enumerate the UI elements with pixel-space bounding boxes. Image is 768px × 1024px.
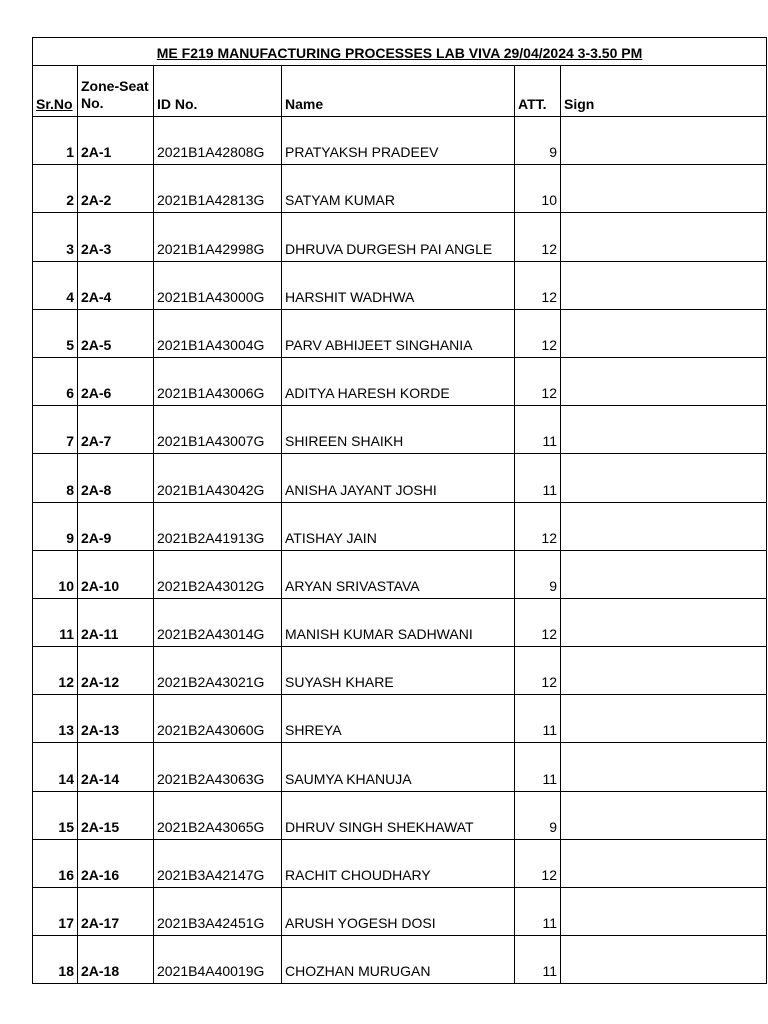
table-row xyxy=(33,550,767,598)
row-zone-seat: 2A-16 xyxy=(78,839,154,887)
row-zone-seat: 2A-1 xyxy=(78,117,154,165)
row-sr-no: 2 xyxy=(33,165,78,213)
row-att: 12 xyxy=(515,261,561,309)
header-id-no: ID No. xyxy=(154,66,282,117)
row-sign[interactable] xyxy=(561,695,767,743)
row-sign[interactable] xyxy=(561,791,767,839)
row-att: 12 xyxy=(515,357,561,405)
row-att: 11 xyxy=(515,454,561,502)
row-sign[interactable] xyxy=(561,357,767,405)
row-name: SUYASH KHARE xyxy=(282,647,515,695)
row-id-no: 2021B3A42147G xyxy=(154,839,282,887)
table-row xyxy=(33,791,767,839)
table-row xyxy=(33,357,767,405)
row-id-no: 2021B2A43063G xyxy=(154,743,282,791)
row-sign[interactable] xyxy=(561,165,767,213)
table-row xyxy=(33,647,767,695)
row-name: SAUMYA KHANUJA xyxy=(282,743,515,791)
row-att: 11 xyxy=(515,936,561,984)
row-sr-no: 10 xyxy=(33,550,78,598)
row-id-no: 2021B3A42451G xyxy=(154,888,282,936)
table-row xyxy=(33,165,767,213)
table-row xyxy=(33,936,767,984)
header-zone-line2: No. xyxy=(81,95,104,111)
row-zone-seat: 2A-10 xyxy=(78,550,154,598)
row-sign[interactable] xyxy=(561,406,767,454)
row-sign[interactable] xyxy=(561,261,767,309)
row-att: 12 xyxy=(515,213,561,261)
row-id-no: 2021B2A43014G xyxy=(154,598,282,646)
row-att: 12 xyxy=(515,502,561,550)
title-row xyxy=(33,38,767,66)
row-zone-seat: 2A-11 xyxy=(78,598,154,646)
row-att: 11 xyxy=(515,695,561,743)
row-att: 12 xyxy=(515,309,561,357)
row-sr-no: 4 xyxy=(33,261,78,309)
row-zone-seat: 2A-8 xyxy=(78,454,154,502)
row-name: SATYAM KUMAR xyxy=(282,165,515,213)
header-sign: Sign xyxy=(561,66,767,117)
row-id-no: 2021B1A42998G xyxy=(154,213,282,261)
row-zone-seat: 2A-17 xyxy=(78,888,154,936)
row-name: SHIREEN SHAIKH xyxy=(282,406,515,454)
row-zone-seat: 2A-5 xyxy=(78,309,154,357)
row-name: PRATYAKSH PRADEEV xyxy=(282,117,515,165)
sheet-title: ME F219 MANUFACTURING PROCESSES LAB VIVA 29/04/2024 3-3.50 PM xyxy=(33,38,767,66)
header-att: ATT. xyxy=(515,66,561,117)
table-row xyxy=(33,454,767,502)
row-name: ANISHA JAYANT JOSHI xyxy=(282,454,515,502)
row-sign[interactable] xyxy=(561,839,767,887)
row-id-no: 2021B1A43000G xyxy=(154,261,282,309)
row-att: 11 xyxy=(515,743,561,791)
row-sign[interactable] xyxy=(561,743,767,791)
row-zone-seat: 2A-4 xyxy=(78,261,154,309)
table-row xyxy=(33,213,767,261)
row-id-no: 2021B1A43004G xyxy=(154,309,282,357)
row-zone-seat: 2A-13 xyxy=(78,695,154,743)
row-sr-no: 1 xyxy=(33,117,78,165)
row-id-no: 2021B2A43021G xyxy=(154,647,282,695)
row-zone-seat: 2A-18 xyxy=(78,936,154,984)
row-sign[interactable] xyxy=(561,598,767,646)
row-id-no: 2021B2A43065G xyxy=(154,791,282,839)
row-id-no: 2021B1A43042G xyxy=(154,454,282,502)
row-sr-no: 5 xyxy=(33,309,78,357)
row-att: 12 xyxy=(515,839,561,887)
row-name: MANISH KUMAR SADHWANI xyxy=(282,598,515,646)
row-sign[interactable] xyxy=(561,213,767,261)
row-name: PARV ABHIJEET SINGHANIA xyxy=(282,309,515,357)
row-sign[interactable] xyxy=(561,647,767,695)
row-sign[interactable] xyxy=(561,936,767,984)
row-att: 9 xyxy=(515,550,561,598)
row-sr-no: 11 xyxy=(33,598,78,646)
row-sign[interactable] xyxy=(561,309,767,357)
row-sr-no: 8 xyxy=(33,454,78,502)
row-zone-seat: 2A-6 xyxy=(78,357,154,405)
table-row xyxy=(33,406,767,454)
row-zone-seat: 2A-12 xyxy=(78,647,154,695)
row-id-no: 2021B2A41913G xyxy=(154,502,282,550)
row-name: DHRUVA DURGESH PAI ANGLE xyxy=(282,213,515,261)
table-row xyxy=(33,117,767,165)
row-zone-seat: 2A-15 xyxy=(78,791,154,839)
row-id-no: 2021B1A42813G xyxy=(154,165,282,213)
table-row xyxy=(33,743,767,791)
row-name: ATISHAY JAIN xyxy=(282,502,515,550)
row-id-no: 2021B2A43060G xyxy=(154,695,282,743)
row-sr-no: 3 xyxy=(33,213,78,261)
row-sr-no: 14 xyxy=(33,743,78,791)
row-att: 9 xyxy=(515,791,561,839)
row-sr-no: 12 xyxy=(33,647,78,695)
attendance-sheet xyxy=(32,37,767,984)
row-sr-no: 17 xyxy=(33,888,78,936)
row-sr-no: 6 xyxy=(33,357,78,405)
row-sr-no: 15 xyxy=(33,791,78,839)
row-name: HARSHIT WADHWA xyxy=(282,261,515,309)
row-sr-no: 9 xyxy=(33,502,78,550)
row-name: CHOZHAN MURUGAN xyxy=(282,936,515,984)
row-att: 9 xyxy=(515,117,561,165)
row-id-no: 2021B4A40019G xyxy=(154,936,282,984)
row-att: 12 xyxy=(515,647,561,695)
row-id-no: 2021B1A43006G xyxy=(154,357,282,405)
table-row xyxy=(33,261,767,309)
header-zone-seat xyxy=(78,66,154,117)
row-name: RACHIT CHOUDHARY xyxy=(282,839,515,887)
row-sr-no: 7 xyxy=(33,406,78,454)
row-name: DHRUV SINGH SHEKHAWAT xyxy=(282,791,515,839)
table-row xyxy=(33,502,767,550)
row-zone-seat: 2A-7 xyxy=(78,406,154,454)
row-zone-seat: 2A-2 xyxy=(78,165,154,213)
table-row xyxy=(33,598,767,646)
row-name: ARUSH YOGESH DOSI xyxy=(282,888,515,936)
row-zone-seat: 2A-14 xyxy=(78,743,154,791)
table-row xyxy=(33,695,767,743)
row-zone-seat: 2A-9 xyxy=(78,502,154,550)
row-zone-seat: 2A-3 xyxy=(78,213,154,261)
row-sr-no: 13 xyxy=(33,695,78,743)
header-sr-no: Sr.No xyxy=(33,66,78,117)
row-sign[interactable] xyxy=(561,117,767,165)
row-sign[interactable] xyxy=(561,550,767,598)
row-name: SHREYA xyxy=(282,695,515,743)
header-row xyxy=(33,66,767,117)
row-att: 10 xyxy=(515,165,561,213)
row-att: 11 xyxy=(515,406,561,454)
row-id-no: 2021B1A43007G xyxy=(154,406,282,454)
header-zone-line1: Zone-Seat xyxy=(81,78,149,94)
row-sign[interactable] xyxy=(561,454,767,502)
row-att: 11 xyxy=(515,888,561,936)
row-sign[interactable] xyxy=(561,502,767,550)
row-name: ADITYA HARESH KORDE xyxy=(282,357,515,405)
row-sr-no: 16 xyxy=(33,839,78,887)
row-sign[interactable] xyxy=(561,888,767,936)
row-id-no: 2021B1A42808G xyxy=(154,117,282,165)
table-row xyxy=(33,888,767,936)
table-row xyxy=(33,839,767,887)
row-sr-no: 18 xyxy=(33,936,78,984)
row-att: 12 xyxy=(515,598,561,646)
table-row xyxy=(33,309,767,357)
header-name: Name xyxy=(282,66,515,117)
row-name: ARYAN SRIVASTAVA xyxy=(282,550,515,598)
row-id-no: 2021B2A43012G xyxy=(154,550,282,598)
